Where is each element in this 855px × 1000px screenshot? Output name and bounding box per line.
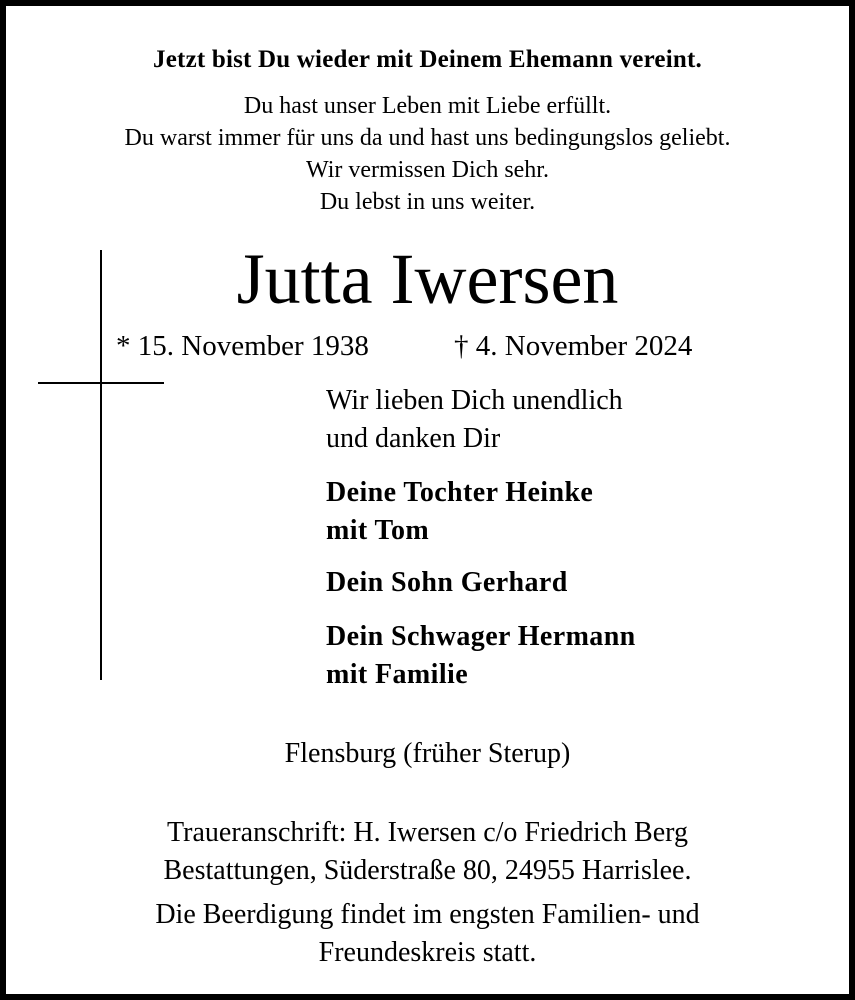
funeral-line-1: Die Beerdigung findet im engsten Familien- und xyxy=(155,899,700,930)
mourner-brother-in-law-family: mit Familie xyxy=(326,659,469,690)
deceased-name: Jutta Iwersen xyxy=(236,239,619,319)
verse-line-4: Du lebst in uns weiter. xyxy=(319,189,536,215)
mourner-daughter: Deine Tochter Heinke xyxy=(326,477,594,508)
birth-date: * 15. November 1938 xyxy=(116,330,369,362)
cross-horizontal-bar xyxy=(38,382,164,384)
mourner-brother-in-law: Dein Schwager Hermann xyxy=(326,621,636,652)
thanks-line-1: Wir lieben Dich unendlich xyxy=(326,385,623,416)
death-date: † 4. November 2024 xyxy=(454,330,693,362)
thanks-line-2: und danken Dir xyxy=(326,423,501,454)
verse-line-3: Wir vermissen Dich sehr. xyxy=(306,157,549,183)
verse-line-2: Du warst immer für uns da und hast uns bedingungslos geliebt. xyxy=(124,125,731,151)
place: Flensburg (früher Sterup) xyxy=(284,738,571,769)
mourner-son: Dein Sohn Gerhard xyxy=(326,567,568,598)
address-line-2: Bestattungen, Süderstraße 80, 24955 Harrislee. xyxy=(163,855,692,886)
verse-line-1: Du hast unser Leben mit Liebe erfüllt. xyxy=(243,93,612,119)
funeral-line-2: Freundeskreis statt. xyxy=(318,937,537,968)
address-line-1: Traueranschrift: H. Iwersen c/o Friedrich Berg xyxy=(167,817,688,848)
motto: Jetzt bist Du wieder mit Deinem Ehemann vereint. xyxy=(153,46,702,73)
mourner-daughter-partner: mit Tom xyxy=(326,515,430,546)
